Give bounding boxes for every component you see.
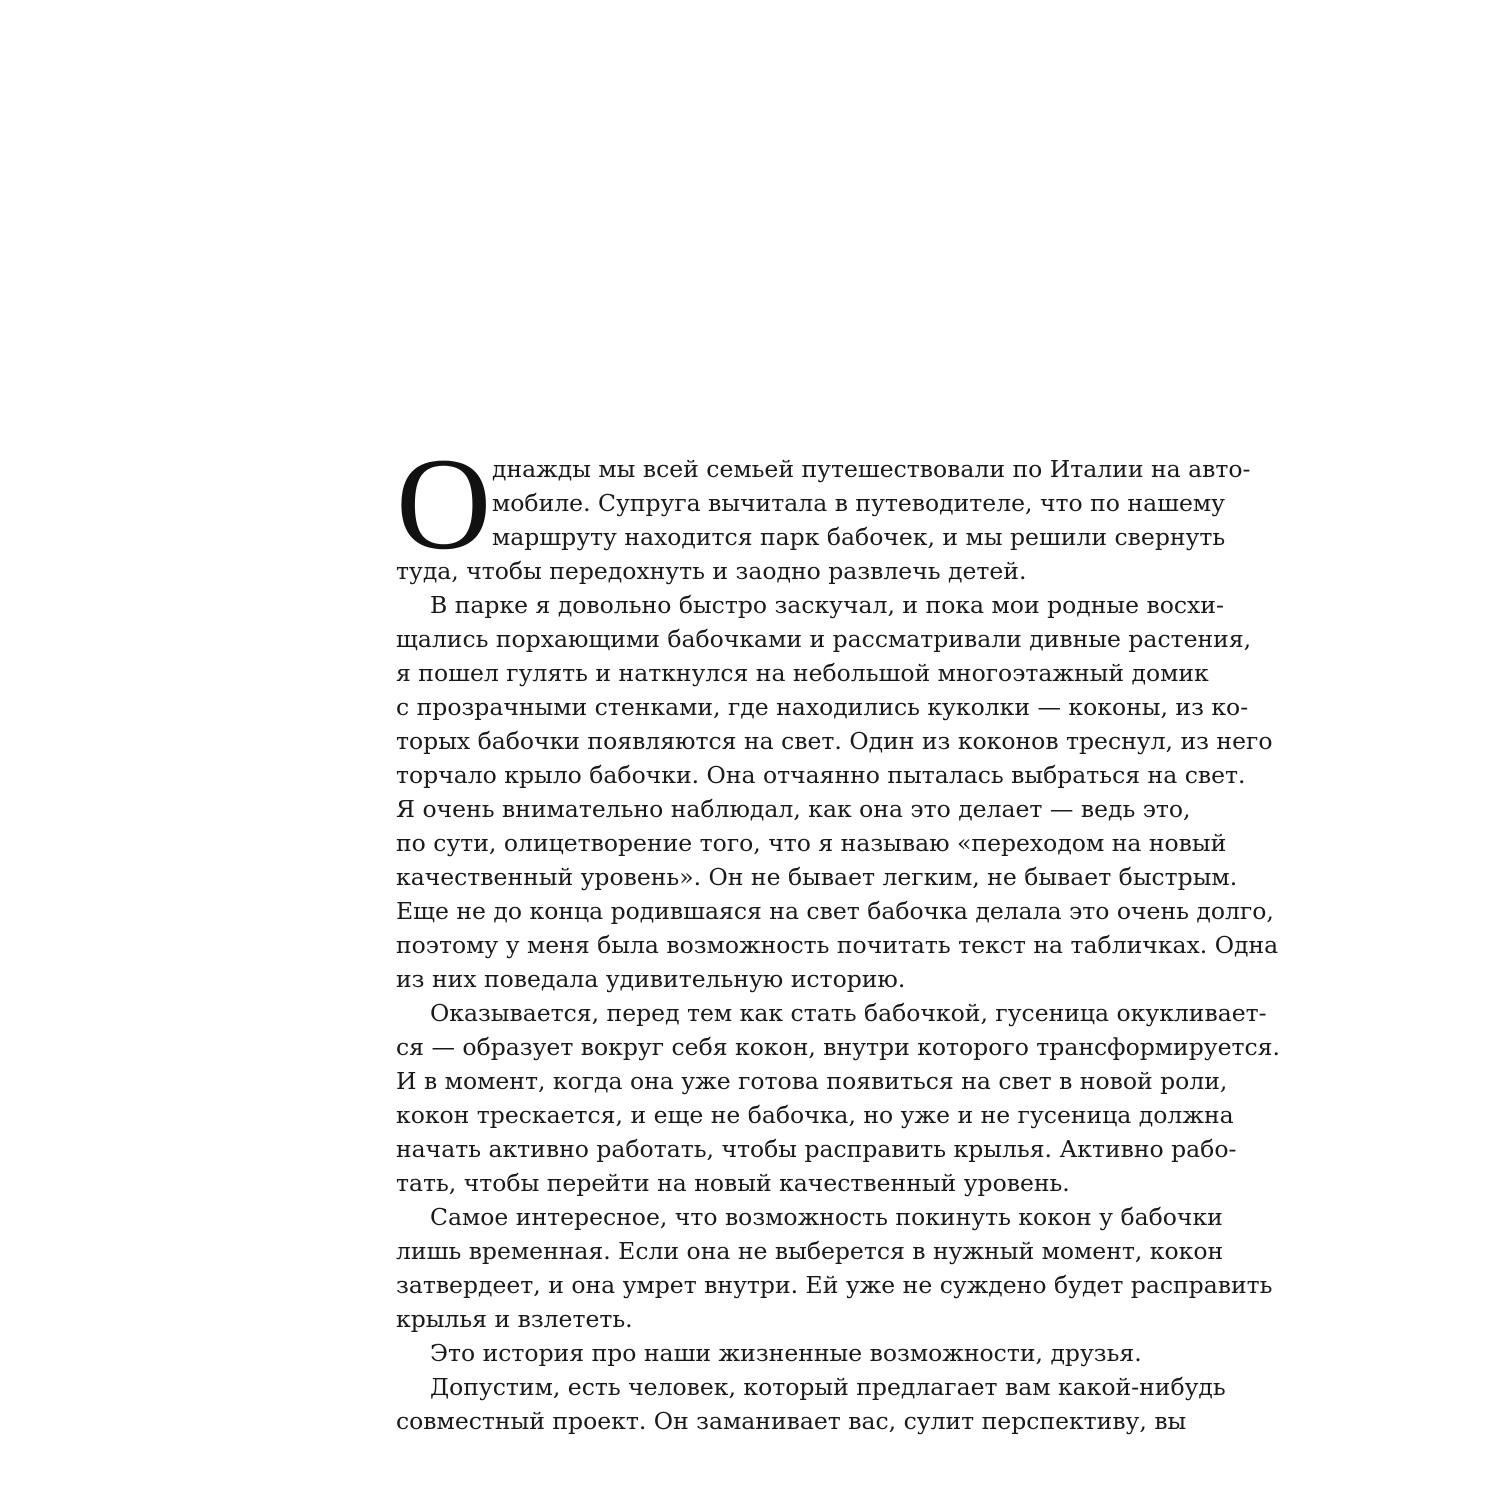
text-line: поэтому у меня была возможность почитать текст на табличках. Одна <box>396 931 1279 959</box>
text-line: с прозрачными стенками, где находились куколки — коконы, из ко- <box>396 693 1249 721</box>
text-line: мобиле. Супруга вычитала в путеводителе, что по нашему <box>492 489 1225 517</box>
text-line: торчало крыло бабочки. Она отчаянно пыталась выбраться на свет. <box>396 761 1246 789</box>
paragraph-first-line: Самое интересное, что возможность покинуть кокон у бабочки <box>430 1203 1223 1231</box>
text-line: я пошел гулять и наткнулся на небольшой многоэтажный домик <box>396 659 1209 687</box>
text-line: Еще не до конца родившаяся на свет бабочка делала это очень долго, <box>396 897 1274 925</box>
text-line: Я очень внимательно наблюдал, как она это делает — ведь это, <box>396 795 1191 823</box>
text-line: из них поведала удивительную историю. <box>396 965 906 993</box>
paragraph-first-line: Это история про наши жизненные возможности, друзья. <box>430 1339 1142 1367</box>
text-line: совместный проект. Он заманивает вас, сулит перспективу, вы <box>396 1407 1187 1435</box>
book-page-text <box>396 430 1280 1438</box>
paragraph-first-line: Допустим, есть человек, который предлагает вам какой-нибудь <box>430 1373 1226 1401</box>
text-line: тать, чтобы перейти на новый качественный уровень. <box>396 1169 1070 1197</box>
text-line: туда, чтобы передохнуть и заодно развлечь детей. <box>396 557 1027 585</box>
text-line: И в момент, когда она уже готова появиться на свет в новой роли, <box>396 1067 1228 1095</box>
text-line: лишь временная. Если она не выберется в нужный момент, кокон <box>396 1237 1224 1265</box>
paragraph-first-line: Оказывается, перед тем как стать бабочкой, гусеница окукливает- <box>430 999 1267 1027</box>
text-line: качественный уровень». Он не бывает легким, не бывает быстрым. <box>396 863 1238 891</box>
text-line: по сути, олицетворение того, что я называю «переходом на новый <box>396 829 1227 857</box>
text-line: маршруту находится парк бабочек, и мы решили свернуть <box>492 523 1226 551</box>
text-line: кокон трескается, и еще не бабочка, но уже и не гусеница должна <box>396 1101 1234 1129</box>
paragraph-first-line: В парке я довольно быстро заскучал, и пока мои родные восхи- <box>430 591 1224 619</box>
text-line: торых бабочки появляются на свет. Один из коконов треснул, из него <box>396 727 1273 755</box>
text-line: начать активно работать, чтобы расправить крылья. Активно рабо- <box>396 1135 1237 1163</box>
drop-cap-letter: О <box>396 430 492 577</box>
text-line: днажды мы всей семьей путешествовали по Италии на авто- <box>492 455 1251 483</box>
text-line: затвердеет, и она умрет внутри. Ей уже не суждено будет расправить <box>396 1271 1273 1299</box>
text-line: крылья и взлететь. <box>396 1305 633 1333</box>
text-line: щались порхающими бабочками и рассматривали дивные растения, <box>396 625 1252 653</box>
text-line: ся — образует вокруг себя кокон, внутри которого трансформируется. <box>396 1033 1280 1061</box>
